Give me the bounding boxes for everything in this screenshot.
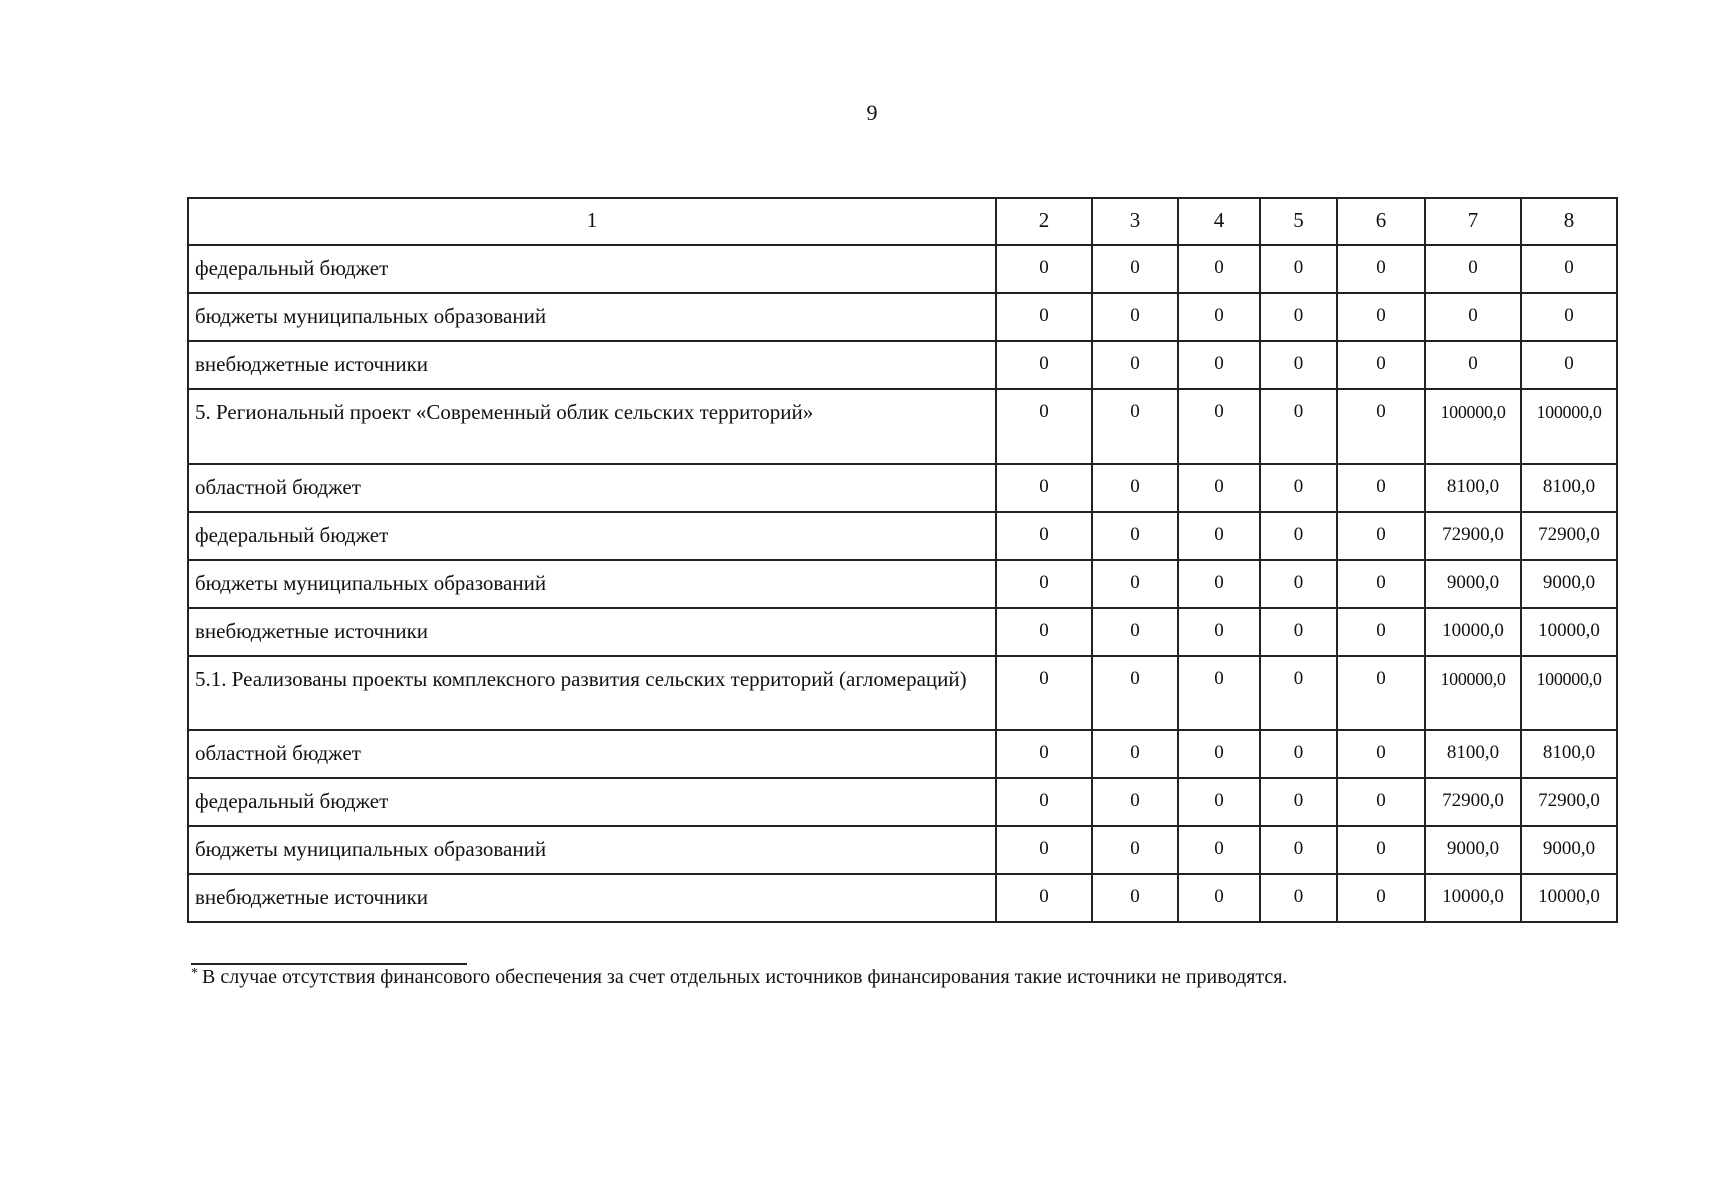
- value-cell: [1521, 389, 1617, 464]
- column-header-text: 3: [1129, 208, 1141, 232]
- column-header-text: 4: [1213, 208, 1225, 232]
- value-cell: [996, 778, 1092, 826]
- value-cell: [1260, 389, 1337, 464]
- cell-value: 0: [1130, 790, 1140, 811]
- table-row: [188, 389, 1617, 464]
- table-row: [188, 341, 1617, 389]
- table-row: [188, 874, 1617, 922]
- cell-value: 0: [1468, 353, 1478, 374]
- cell-value: 0: [1376, 620, 1386, 641]
- value-cell: [1092, 730, 1178, 778]
- cell-value: 0: [1376, 668, 1386, 689]
- cell-value: 0: [1376, 257, 1386, 278]
- value-cell: [1092, 560, 1178, 608]
- row-label-cell: [188, 656, 996, 730]
- cell-value: 9000,0: [1446, 838, 1500, 859]
- value-cell: [1425, 389, 1521, 464]
- cell-value: 0: [1130, 353, 1140, 374]
- value-cell: [996, 826, 1092, 874]
- cell-value: 0: [1039, 742, 1049, 763]
- cell-value: 0: [1130, 476, 1140, 497]
- value-cell: [1521, 245, 1617, 293]
- value-cell: [1425, 778, 1521, 826]
- cell-value: 100000,0: [1536, 669, 1602, 689]
- cell-value: 0: [1130, 668, 1140, 689]
- cell-value: 0: [1293, 790, 1304, 811]
- cell-value: 0: [1130, 838, 1140, 859]
- table-row: [188, 730, 1617, 778]
- cell-value: 72900,0: [1442, 790, 1504, 811]
- value-cell: [1521, 778, 1617, 826]
- column-header: [188, 198, 996, 245]
- table-row: [188, 245, 1617, 293]
- cell-value: 0: [1293, 572, 1304, 593]
- table-row: [188, 608, 1617, 656]
- cell-value: 0: [1039, 668, 1049, 689]
- value-cell: [1337, 389, 1425, 464]
- cell-value: 0: [1376, 305, 1386, 326]
- table-body: [188, 198, 1617, 922]
- value-cell: [996, 341, 1092, 389]
- value-cell: [1260, 560, 1337, 608]
- value-cell: [996, 464, 1092, 512]
- row-label-cell: [188, 389, 996, 464]
- cell-value: 0: [1376, 401, 1386, 422]
- cell-value: 100000,0: [1536, 402, 1602, 422]
- cell-value: 0: [1039, 790, 1049, 811]
- value-cell: [996, 730, 1092, 778]
- footnote: [191, 966, 1287, 989]
- cell-value: 9000,0: [1542, 572, 1596, 593]
- cell-value: 0: [1214, 401, 1224, 422]
- cell-value: 0: [1376, 572, 1386, 593]
- row-label: федеральный бюджет: [195, 256, 389, 280]
- value-cell: [1521, 560, 1617, 608]
- cell-value: 10000,0: [1442, 886, 1504, 907]
- cell-value: 0: [1214, 476, 1224, 497]
- cell-value: 0: [1039, 524, 1049, 545]
- value-cell: [1521, 874, 1617, 922]
- column-header: [1521, 198, 1617, 245]
- footnote-divider: [191, 963, 467, 965]
- value-cell: [1337, 512, 1425, 560]
- cell-value: 100000,0: [1440, 669, 1506, 689]
- cell-value: 0: [1130, 620, 1140, 641]
- value-cell: [1178, 560, 1260, 608]
- cell-value: 9000,0: [1446, 572, 1500, 593]
- row-label-cell: [188, 778, 996, 826]
- row-label: бюджеты муниципальных образований: [195, 837, 547, 861]
- table-row: [188, 293, 1617, 341]
- cell-value: 0: [1214, 742, 1224, 763]
- value-cell: [996, 874, 1092, 922]
- value-cell: [1521, 730, 1617, 778]
- column-header-text: 2: [1038, 208, 1050, 232]
- table-row: [188, 778, 1617, 826]
- cell-value: 0: [1214, 620, 1224, 641]
- cell-value: 0: [1214, 886, 1224, 907]
- cell-value: 0: [1376, 353, 1386, 374]
- cell-value: 0: [1293, 257, 1304, 278]
- value-cell: [1178, 608, 1260, 656]
- value-cell: [1178, 730, 1260, 778]
- cell-value: 0: [1130, 524, 1140, 545]
- table-header-row: [188, 198, 1617, 245]
- cell-value: 0: [1214, 838, 1224, 859]
- cell-value: 0: [1293, 742, 1304, 763]
- cell-value: 0: [1564, 305, 1574, 326]
- cell-value: 0: [1039, 401, 1049, 422]
- value-cell: [1337, 341, 1425, 389]
- cell-value: 0: [1039, 353, 1049, 374]
- row-label: внебюджетные источники: [195, 619, 429, 643]
- cell-value: 0: [1130, 305, 1140, 326]
- value-cell: [1521, 293, 1617, 341]
- cell-value: 0: [1293, 838, 1304, 859]
- value-cell: [1521, 608, 1617, 656]
- cell-value: 0: [1039, 305, 1049, 326]
- cell-value: 8100,0: [1542, 476, 1596, 497]
- value-cell: [1337, 608, 1425, 656]
- row-label: областной бюджет: [195, 475, 361, 499]
- value-cell: [1337, 778, 1425, 826]
- cell-value: 10000,0: [1538, 886, 1600, 907]
- cell-value: 0: [1130, 886, 1140, 907]
- cell-value: 0: [1039, 886, 1049, 907]
- value-cell: [1092, 608, 1178, 656]
- cell-value: 0: [1214, 668, 1224, 689]
- page-number: 9: [866, 100, 878, 125]
- column-header-text: 5: [1293, 208, 1304, 232]
- row-label-cell: [188, 608, 996, 656]
- value-cell: [996, 608, 1092, 656]
- cell-value: 0: [1468, 257, 1478, 278]
- value-cell: [1260, 341, 1337, 389]
- cell-value: 0: [1293, 886, 1304, 907]
- value-cell: [1092, 826, 1178, 874]
- value-cell: [1178, 245, 1260, 293]
- cell-value: 0: [1376, 886, 1386, 907]
- value-cell: [1337, 874, 1425, 922]
- row-label: внебюджетные источники: [195, 352, 429, 376]
- row-label: 5.1. Реализованы проекты комплексного развития сельских территорий (агломераций): [195, 667, 967, 691]
- value-cell: [1092, 464, 1178, 512]
- row-label: областной бюджет: [195, 741, 361, 765]
- row-label-cell: [188, 826, 996, 874]
- value-cell: [1260, 608, 1337, 656]
- cell-value: 0: [1293, 305, 1304, 326]
- cell-value: 0: [1293, 353, 1304, 374]
- value-cell: [1092, 874, 1178, 922]
- cell-value: 8100,0: [1542, 742, 1596, 763]
- cell-value: 0: [1214, 572, 1224, 593]
- cell-value: 0: [1376, 476, 1386, 497]
- cell-value: 0: [1293, 476, 1304, 497]
- value-cell: [1337, 245, 1425, 293]
- cell-value: 0: [1376, 524, 1386, 545]
- cell-value: 0: [1130, 401, 1140, 422]
- row-label: федеральный бюджет: [195, 789, 389, 813]
- row-label: бюджеты муниципальных образований: [195, 571, 547, 595]
- value-cell: [1092, 656, 1178, 730]
- value-cell: [1521, 464, 1617, 512]
- table-row: [188, 656, 1617, 730]
- cell-value: 0: [1039, 620, 1049, 641]
- value-cell: [1178, 389, 1260, 464]
- cell-value: 0: [1564, 353, 1574, 374]
- cell-value: 0: [1130, 742, 1140, 763]
- cell-value: 0: [1293, 668, 1304, 689]
- cell-value: 0: [1214, 790, 1224, 811]
- value-cell: [1260, 293, 1337, 341]
- value-cell: [1092, 512, 1178, 560]
- value-cell: [1425, 608, 1521, 656]
- value-cell: [1178, 341, 1260, 389]
- value-cell: [1337, 730, 1425, 778]
- value-cell: [1178, 826, 1260, 874]
- value-cell: [1092, 389, 1178, 464]
- value-cell: [996, 560, 1092, 608]
- row-label-cell: [188, 293, 996, 341]
- value-cell: [1260, 464, 1337, 512]
- value-cell: [1260, 730, 1337, 778]
- value-cell: [1521, 656, 1617, 730]
- cell-value: 9000,0: [1542, 838, 1596, 859]
- column-header: [1178, 198, 1260, 245]
- value-cell: [1425, 656, 1521, 730]
- value-cell: [1260, 874, 1337, 922]
- row-label-cell: [188, 464, 996, 512]
- value-cell: [1092, 341, 1178, 389]
- value-cell: [996, 512, 1092, 560]
- row-label-cell: [188, 730, 996, 778]
- row-label-cell: [188, 245, 996, 293]
- cell-value: 0: [1039, 838, 1049, 859]
- cell-value: 0: [1039, 476, 1049, 497]
- cell-value: 0: [1293, 620, 1304, 641]
- cell-value: 0: [1214, 353, 1224, 374]
- value-cell: [1425, 512, 1521, 560]
- table-row: [188, 512, 1617, 560]
- cell-value: 10000,0: [1442, 620, 1504, 641]
- row-label-cell: [188, 560, 996, 608]
- value-cell: [1425, 730, 1521, 778]
- value-cell: [1425, 464, 1521, 512]
- value-cell: [1337, 464, 1425, 512]
- value-cell: [1337, 560, 1425, 608]
- value-cell: [1425, 293, 1521, 341]
- row-label-cell: [188, 341, 996, 389]
- cell-value: 10000,0: [1538, 620, 1600, 641]
- column-header-text: 6: [1375, 208, 1387, 232]
- cell-value: 0: [1130, 257, 1140, 278]
- row-label: федеральный бюджет: [195, 523, 389, 547]
- column-header: [1092, 198, 1178, 245]
- value-cell: [1425, 560, 1521, 608]
- row-label: бюджеты муниципальных образований: [195, 304, 547, 328]
- column-header-text: 1: [586, 208, 598, 232]
- cell-value: 100000,0: [1440, 402, 1506, 422]
- value-cell: [1178, 512, 1260, 560]
- value-cell: [996, 293, 1092, 341]
- value-cell: [1092, 245, 1178, 293]
- value-cell: [1425, 874, 1521, 922]
- value-cell: [1425, 341, 1521, 389]
- cell-value: 0: [1039, 572, 1049, 593]
- cell-value: 72900,0: [1442, 524, 1504, 545]
- value-cell: [996, 389, 1092, 464]
- cell-value: 0: [1376, 742, 1386, 763]
- footnote-mark: *: [191, 966, 198, 981]
- column-header: [1337, 198, 1425, 245]
- value-cell: [1260, 778, 1337, 826]
- column-header: [1260, 198, 1337, 245]
- budget-table: [187, 197, 1618, 923]
- table-row: [188, 826, 1617, 874]
- cell-value: 0: [1214, 305, 1224, 326]
- value-cell: [1178, 464, 1260, 512]
- value-cell: [1178, 874, 1260, 922]
- value-cell: [996, 656, 1092, 730]
- row-label-cell: [188, 512, 996, 560]
- value-cell: [1260, 245, 1337, 293]
- cell-value: 0: [1468, 305, 1478, 326]
- row-label: 5. Региональный проект «Современный облик сельских территорий»: [195, 400, 814, 424]
- value-cell: [1260, 826, 1337, 874]
- cell-value: 0: [1293, 524, 1304, 545]
- value-cell: [1260, 512, 1337, 560]
- value-cell: [1337, 826, 1425, 874]
- value-cell: [1178, 293, 1260, 341]
- value-cell: [1260, 656, 1337, 730]
- value-cell: [1337, 293, 1425, 341]
- cell-value: 0: [1376, 790, 1386, 811]
- value-cell: [1337, 656, 1425, 730]
- value-cell: [1521, 512, 1617, 560]
- column-header: [1425, 198, 1521, 245]
- row-label: внебюджетные источники: [195, 885, 429, 909]
- column-header-text: 8: [1563, 208, 1575, 232]
- value-cell: [996, 245, 1092, 293]
- value-cell: [1425, 826, 1521, 874]
- cell-value: 72900,0: [1538, 790, 1600, 811]
- value-cell: [1521, 826, 1617, 874]
- cell-value: 0: [1293, 401, 1304, 422]
- cell-value: 8100,0: [1446, 742, 1500, 763]
- cell-value: 72900,0: [1538, 524, 1600, 545]
- column-header-text: 7: [1467, 208, 1479, 232]
- value-cell: [1178, 778, 1260, 826]
- column-header: [996, 198, 1092, 245]
- cell-value: 0: [1564, 257, 1574, 278]
- cell-value: 0: [1214, 524, 1224, 545]
- value-cell: [1521, 341, 1617, 389]
- row-label-cell: [188, 874, 996, 922]
- cell-value: 8100,0: [1446, 476, 1500, 497]
- cell-value: 0: [1039, 257, 1049, 278]
- table-row: [188, 464, 1617, 512]
- table-row: [188, 560, 1617, 608]
- value-cell: [1425, 245, 1521, 293]
- value-cell: [1092, 778, 1178, 826]
- cell-value: 0: [1376, 838, 1386, 859]
- cell-value: 0: [1214, 257, 1224, 278]
- cell-value: 0: [1130, 572, 1140, 593]
- footnote-text: В случае отсутствия финансового обеспечения за счет отдельных источников финансирования такие источники не приводятся.: [202, 966, 1288, 988]
- value-cell: [1178, 656, 1260, 730]
- value-cell: [1092, 293, 1178, 341]
